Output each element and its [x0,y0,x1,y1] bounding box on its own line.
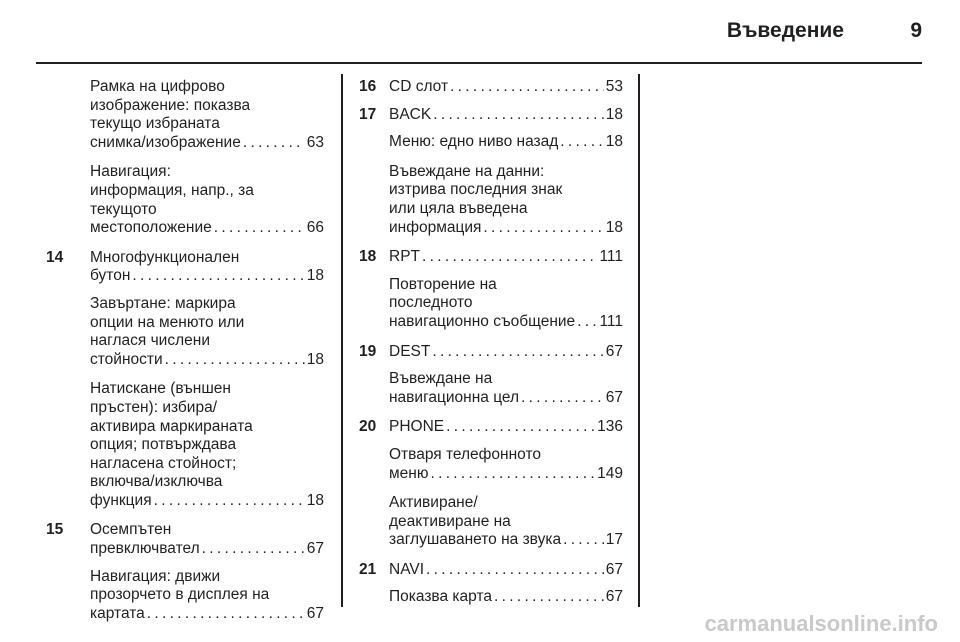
entry-text-line: Натискане (външен [90,380,231,398]
dot-leader [560,133,603,152]
index-entry [359,78,623,97]
page-reference[interactable]: 67 [605,388,623,406]
page-reference[interactable]: 18 [605,133,623,151]
entry-text-line: Навигация: движи [90,567,221,585]
index-entry [359,561,623,580]
entry-text-line: активира маркираната [90,417,253,435]
entry-text-line: заглушаването на звука [389,531,562,549]
entry-leader-line [389,389,623,408]
dot-leader [433,106,604,125]
entry-text-line: картата [90,604,145,622]
entry-text-line: деактивиране на [389,512,511,530]
page-reference[interactable]: 66 [306,219,324,237]
dot-leader [165,351,305,370]
page-reference[interactable]: 18 [605,105,623,123]
page-reference[interactable]: 111 [599,312,623,330]
entry-leader-line [90,605,324,624]
entry-text-line: DEST [389,342,431,360]
page-reference[interactable]: 53 [605,78,623,95]
item-number: 14 [46,248,64,266]
header-divider [36,62,922,64]
column-divider-left [341,74,343,607]
dot-leader [243,134,305,153]
entry-text-line: превключвател [90,540,200,558]
entry-text-line: опция; потвърждава [90,436,237,454]
item-number: 17 [359,105,377,123]
entry-text-line: Въвеждане на данни: [389,162,545,180]
entry-leader-line [389,248,623,267]
entry-leader-line [389,106,623,125]
index-column-left [46,78,324,634]
entry-text-line: Въвеждане на [389,370,493,388]
entry-leader-line [389,313,623,332]
entry-leader-line [389,588,623,607]
item-number: 21 [359,560,377,578]
entry-text-line: Завъртане: маркира [90,294,236,312]
index-entry [46,380,324,510]
index-entry [359,133,623,152]
dot-leader [202,540,305,559]
entry-leader-line [389,133,623,152]
entry-text-line: Рамка на цифрово [90,78,225,95]
dot-leader [521,389,604,408]
index-entry [359,418,623,437]
entry-leader-line [90,219,324,238]
dot-leader [132,267,304,286]
entry-text-line: BACK [389,105,432,123]
entry-text-line: NAVI [389,560,425,578]
entry-text-line: Показва карта [389,588,492,606]
item-number: 19 [359,342,377,360]
page-reference[interactable]: 18 [306,267,324,285]
item-number: 20 [359,418,377,436]
entry-text-line: текущо избраната [90,115,220,133]
index-entry [46,521,324,558]
entry-leader-line [389,531,623,550]
index-column-right [359,78,623,618]
dot-leader [214,219,305,238]
page-reference[interactable]: 67 [605,588,623,606]
page-title: Въведение [726,19,844,42]
entry-text-line: PHONE [389,418,445,436]
entry-text-line: информация [389,218,482,236]
entry-text-line: изтрива последния знак [389,181,563,199]
dot-leader [422,248,597,267]
entry-leader-line [389,343,623,362]
index-entry [46,78,324,152]
page-reference[interactable]: 67 [306,540,324,558]
dot-leader [426,561,604,580]
entry-leader-line [389,78,623,97]
watermark: carmanualsonline.info [704,611,938,636]
entry-text-line: RPT [389,248,420,266]
index-entry [359,446,623,483]
entry-text-line: наглася числени [90,332,210,350]
entry-text-line: или цяла въведена [389,199,528,217]
dot-leader [494,588,604,607]
entry-leader-line [90,134,324,153]
entry-text-line: включва/изключва [90,473,223,491]
dot-leader [432,343,603,362]
page-reference[interactable]: 18 [605,218,623,236]
entry-text-line: Навигация: [90,163,171,181]
entry-text-line: прозорчето в дисплея на [90,586,270,604]
index-entry [46,568,324,624]
index-entry [359,370,623,407]
dot-leader [154,492,305,511]
entry-text-line: навигационна цел [389,388,520,406]
dot-leader [430,465,595,484]
entry-text-line: Осемпътен [90,521,172,539]
dot-leader [450,78,604,97]
dot-leader [446,418,595,437]
index-entry [46,249,324,286]
page-reference[interactable]: 18 [306,350,324,368]
entry-text-line: текущото [90,200,157,218]
index-entry [359,248,623,267]
entry-text-line: изображение: показва [90,96,251,114]
entry-text-line: Многофункционален [90,248,240,266]
index-entry [359,276,623,332]
dot-leader [577,313,597,332]
entry-text-line: местоположение [90,219,212,237]
page-reference[interactable]: 17 [605,531,623,549]
index-entry [46,163,324,237]
entry-text-line: последното [389,294,473,312]
entry-leader-line [90,351,324,370]
entry-leader-line [90,540,324,559]
index-entry [359,106,623,125]
entry-text-line: стойности [90,350,163,368]
page-reference[interactable]: 67 [605,342,623,360]
entry-leader-line [389,561,623,580]
page-reference[interactable]: 67 [605,560,623,578]
entry-text-line: Меню: едно ниво назад [389,133,559,151]
entry-leader-line [389,418,623,437]
entry-text-line: нагласена стойност; [90,454,237,472]
entry-text-line: Отваря телефонното [389,445,541,463]
index-entry [359,343,623,362]
entry-text-line: Повторение на [389,275,497,293]
entry-text-line: навигационно съобщение [389,312,576,330]
entry-leader-line [389,465,623,484]
entry-text-line: снимка/изображение [90,133,241,151]
index-entry [359,163,623,237]
page-reference[interactable]: 136 [597,418,623,436]
entry-leader-line [90,267,324,286]
entry-leader-line [90,492,324,511]
entry-text-line: CD слот [389,78,449,95]
page-number: 9 [910,19,922,42]
page-reference[interactable]: 111 [599,248,623,266]
entry-text-line: информация, напр., за [90,181,254,199]
entry-text-line: бутон [90,267,131,285]
item-number: 16 [359,78,377,95]
index-entry [359,494,623,550]
column-divider-right [638,74,640,607]
item-number: 15 [46,521,64,539]
page-reference[interactable]: 149 [597,464,623,482]
index-entry [46,295,324,369]
item-number: 18 [359,248,377,266]
dot-leader [563,531,604,550]
entry-text-line: пръстен): избира/ [90,398,218,416]
index-entry [359,588,623,607]
entry-text-line: Активиране/ [389,494,478,512]
entry-text-line: опции на менюто или [90,313,245,331]
page-reference[interactable]: 18 [306,491,324,509]
dot-leader [483,219,603,238]
entry-text-line: меню [389,464,429,482]
page-reference[interactable]: 63 [306,133,324,151]
dot-leader [147,605,305,624]
entry-text-line: функция [90,491,152,509]
entry-leader-line [389,219,623,238]
page-reference[interactable]: 67 [306,604,324,622]
